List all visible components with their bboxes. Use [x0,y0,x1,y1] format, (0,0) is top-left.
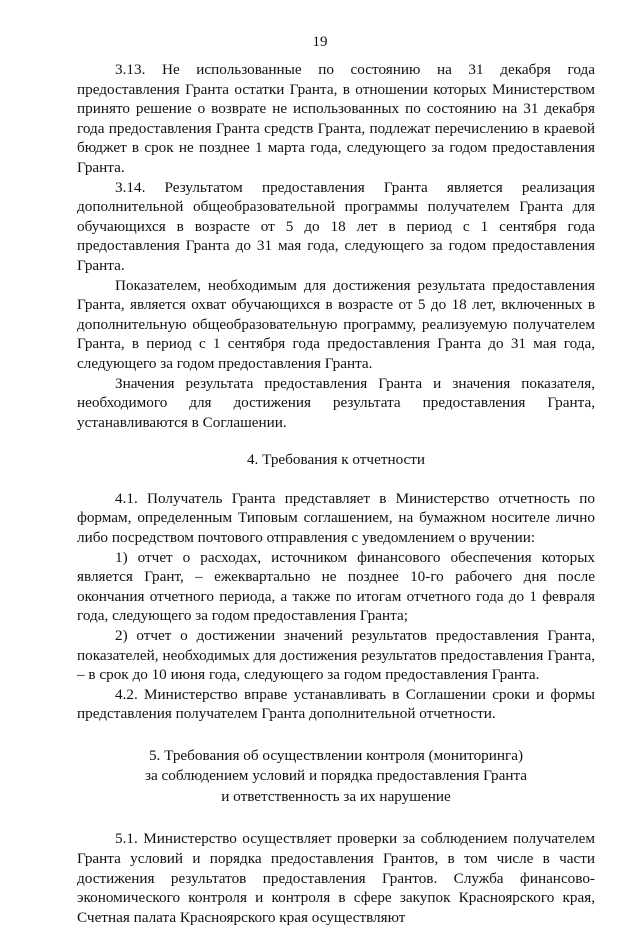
paragraph-values: Значения результата предоставления Гранта и значения показателя, необходимого для достижения результата предоставления Гранта, устанавливаются в Соглашении. [77,374,595,431]
paragraph-3-13: 3.13. Не использованные по состоянию на 31 декабря года предоставления Гранта остатки Гранта, в отношении которых Министерством принято решение о возврате не использованных по состоянию на 31 декабря года предоставления Гранта средств Гранта, подлежат перечислению в краевой бюджет в срок не позднее 1 марта года, следующего за годом предоставления Гранта. [77,61,595,176]
paragraph-4-1: 4.1. Получатель Гранта представляет в Министерство отчетность по формам, определенным Типовым соглашением, на бумажном носителе лично либо посредством почтового отправления с уведомлением о вручении: [77,489,595,546]
document-body [77,60,595,927]
paragraph-4-2: 4.2. Министерство вправе устанавливать в Соглашении сроки и формы представления получателем Гранта дополнительной отчетности. [77,685,595,723]
section-4-heading: 4. Требования к отчетности [246,451,426,469]
section-5-heading [77,746,595,808]
spacer [77,724,595,746]
spacer [77,432,595,450]
page-number: 19 [312,34,328,50]
paragraph-indicator: Показателем, необходимым для достижения результата предоставления Гранта, является охват обучающихся в возрасте от 5 до 18 лет, включенных в дополнительную общеобразовательную программу, реализуемую получателем Гранта, в период с 1 сентября года предоставления Гранта до 31 мая года, следующего за годом предоставления Гранта. [77,276,595,372]
paragraph-3-14: 3.14. Результатом предоставления Гранта является реализация дополнительной общеобразовательной программы получателем Гранта для обучающихся в возрасте от 5 до 18 лет в период с 1 сентября года предоставления Гранта до 31 мая года, следующего за годом предоставления Гранта. [77,178,595,274]
section-5-heading-line-1: 5. Требования об осуществлении контроля (мониторинга) [148,746,524,764]
paragraph-4-1-item-2: 2) отчет о достижении значений результатов предоставления Гранта, показателей, необходимых для достижения результатов предоставления Гранта, – в срок до 10 июня года, следующего за годом предоставления Гранта. [77,626,595,684]
section-5-heading-line-3: и ответственность за их нарушение [221,787,451,805]
paragraph-5-1: 5.1. Министерство осуществляет проверки за соблюдением получателем Гранта условий и порядка предоставления Грантов, в том числе в части достижения результатов предоставления Грантов. Служба финансово-экономического контроля и контроля в сфере закупок Красноярского края, Счетная палата Красноярского края осуществляют [77,830,595,926]
spacer [77,807,595,829]
section-5-heading-line-2: за соблюдением условий и порядка предоставления Гранта [144,767,528,785]
spacer [77,471,595,489]
paragraph-4-1-item-1: 1) отчет о расходах, источником финансового обеспечения которых является Грант, – ежеквартально не позднее 10-го рабочего дня после окончания отчетного периода, а также по итогам отчетного года до 1 февраля года, следующего за годом предоставления Гранта; [77,548,595,625]
